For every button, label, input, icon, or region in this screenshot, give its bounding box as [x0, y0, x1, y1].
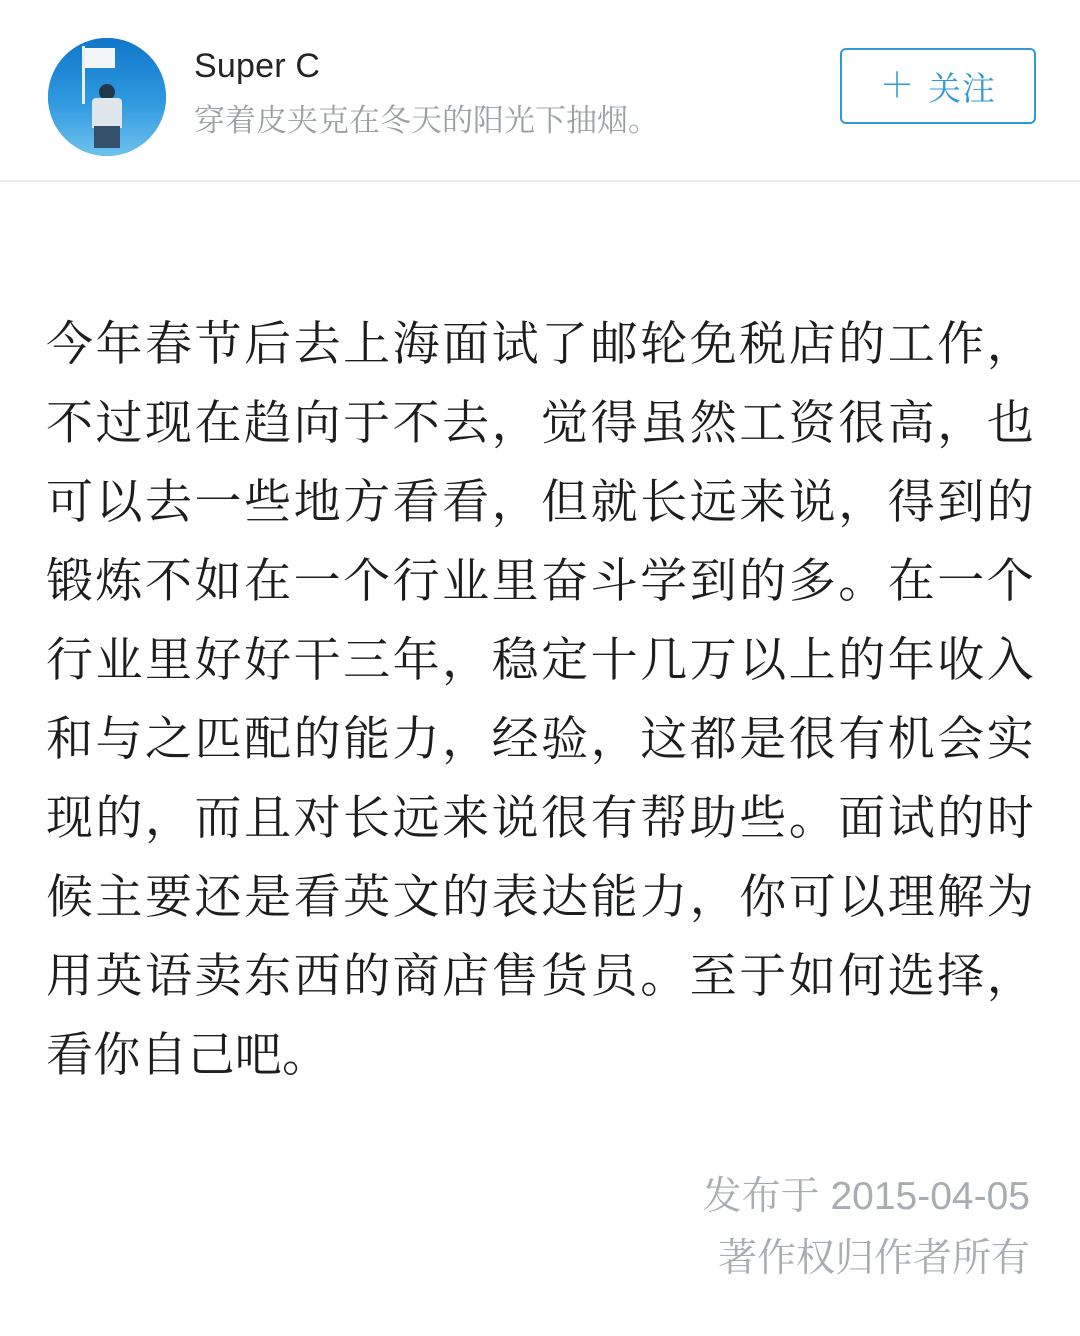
follow-button-label: 关注: [928, 69, 996, 107]
follow-button[interactable]: [840, 48, 1036, 124]
avatar-person-body: [92, 98, 122, 128]
answer-footer: [703, 1166, 1030, 1290]
answer-body: [0, 182, 1080, 1094]
author-header: [0, 0, 1080, 182]
avatar[interactable]: [48, 38, 166, 156]
avatar-flag: [85, 48, 115, 68]
copyright-notice: 著作权归作者所有: [717, 1237, 1030, 1280]
avatar-person-legs: [94, 126, 120, 148]
author-name[interactable]: Super C: [194, 47, 321, 85]
publish-date: 发布于 2015-04-05: [702, 1175, 1030, 1218]
answer-text: 今年春节后去上海面试了邮轮免税店的工作，不过现在趋向于不去，觉得虽然工资很高，也可以去一些地方看看，但就长远来说，得到的锻炼不如在一个行业里奋斗学到的多。在一个行业里好好干三年，稳定十几万以上的年收入和与之匹配的能力，经验，这都是很有机会实现的，而且对长远来说很有帮助些。面试的时候主要还是看英文的表达能力，你可以理解为用英语卖东西的商店售货员。至于如何选择，看你自己吧。: [46, 317, 1034, 1081]
author-identity: [194, 32, 840, 142]
plus-icon: ＋: [880, 67, 914, 105]
author-bio: 穿着皮夹克在冬天的阳光下抽烟。: [194, 103, 659, 138]
